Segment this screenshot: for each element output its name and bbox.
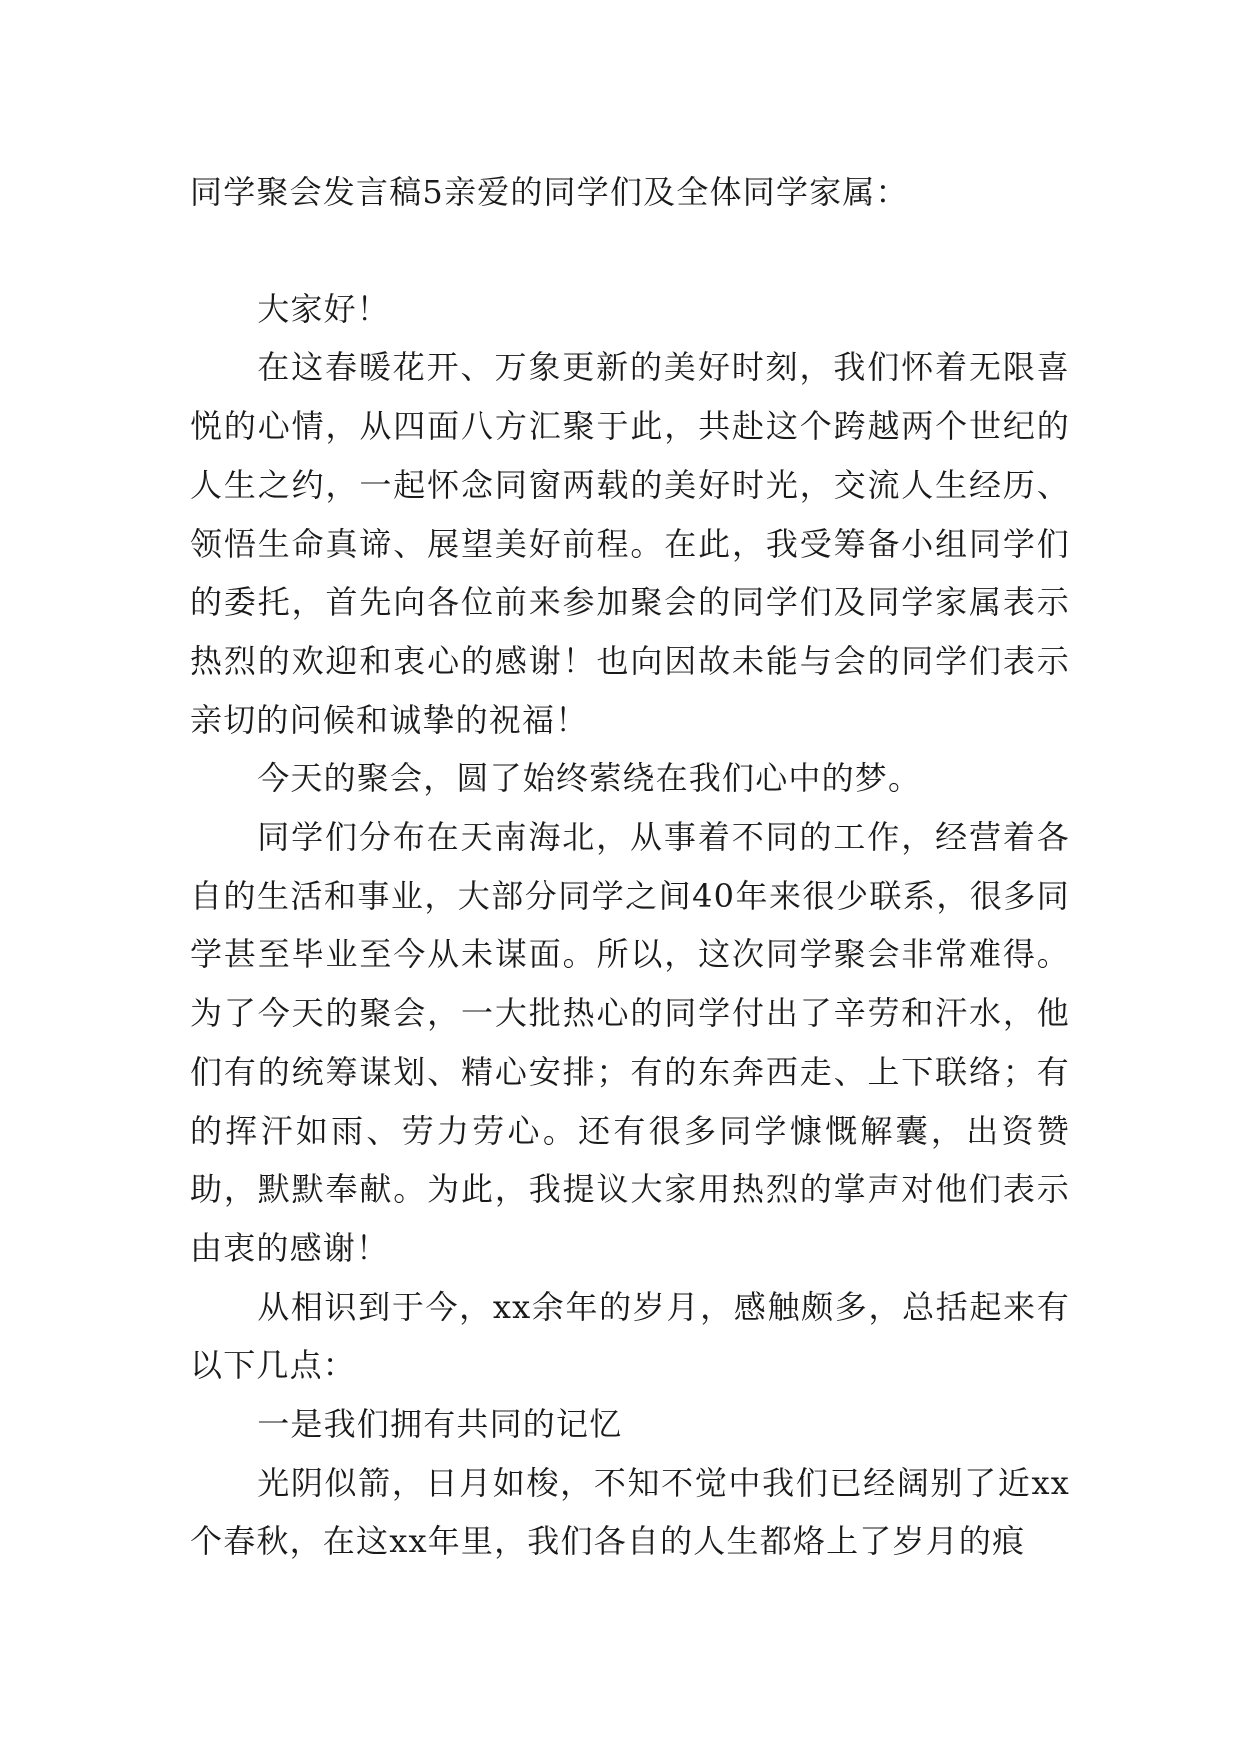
document-body <box>190 163 1070 1571</box>
paragraph-reflections: 从相识到于今，xx余年的岁月，感触颇多，总括起来有以下几点： <box>190 1287 1070 1385</box>
paragraph-point-one-heading: 一是我们拥有共同的记忆 <box>257 1405 623 1444</box>
document-title-line: 同学聚会发言稿5亲爱的同学们及全体同学家属： <box>190 173 909 211</box>
paragraph-welcome: 在这春暖花开、万象更新的美好时刻，我们怀着无限喜悦的心情，从四面八方汇聚于此，共赴这个跨越两个世纪的人生之约，一起怀念同窗两载的美好时光，交流人生经历、领悟生命真谛、展望美好前程。在此，我受筹备小组同学们的委托，首先向各位前来参加聚会的同学们及同学家属表示热烈的欢迎和衷心的感谢！也向因故未能与会的同学们表示亲切的问候和诚挚的祝福！ <box>190 348 1070 739</box>
paragraph-greeting: 大家好！ <box>257 289 390 328</box>
paragraph-dream: 今天的聚会，圆了始终萦绕在我们心中的梦。 <box>257 759 922 798</box>
paragraph-thanks: 同学们分布在天南海北，从事着不同的工作，经营着各自的生活和事业，大部分同学之间40年来很少联系，很多同学甚至毕业至今从未谋面。所以，这次同学聚会非常难得。为了今天的聚会，一大批热心的同学付出了辛劳和汗水，他们有的统筹谋划、精心安排；有的东奔西走、上下联络；有的挥汗如雨、劳力劳心。还有很多同学慷慨解囊，出资赞助，默默奉献。为此，我提议大家用热烈的掌声对他们表示由衷的感谢！ <box>190 818 1070 1267</box>
paragraph-time-passing: 光阴似箭，日月如梭，不知不觉中我们已经阔别了近xx个春秋，在这xx年里，我们各自的人生都烙上了岁月的痕 <box>190 1463 1070 1561</box>
